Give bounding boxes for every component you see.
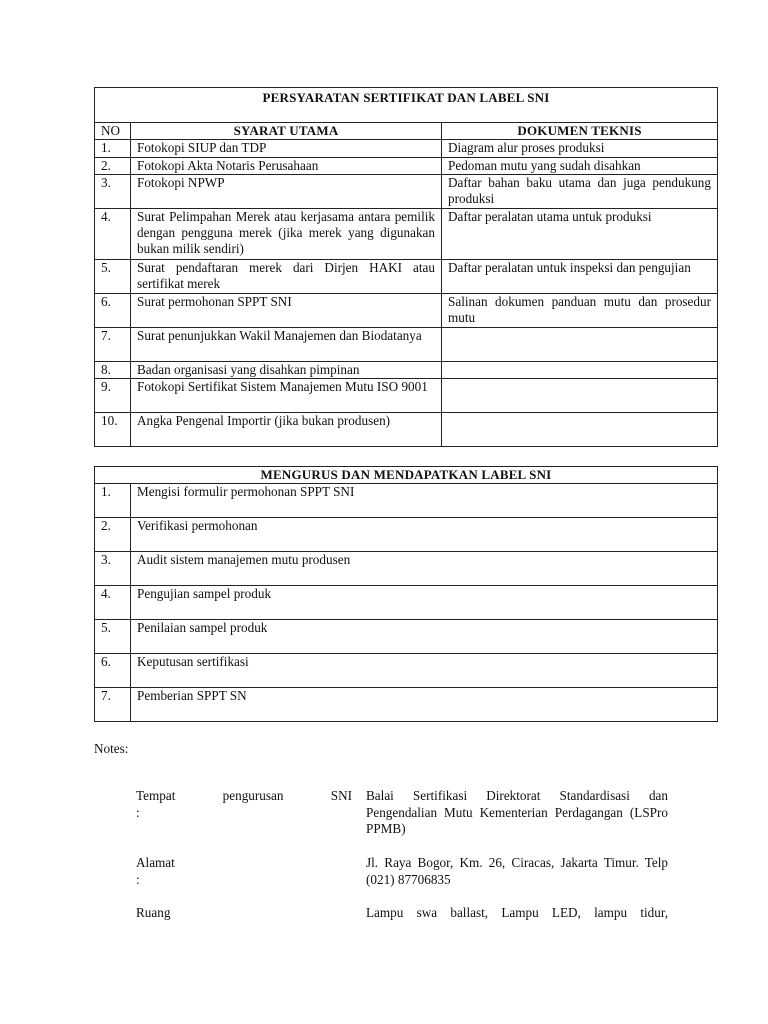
requirements-table-title: PERSYARATAN SERTIFIKAT DAN LABEL SNI <box>95 88 718 123</box>
alamat-key <box>136 855 352 888</box>
row-dokumen <box>442 379 718 413</box>
row-no: 2. <box>95 157 131 174</box>
row-text: Pemberian SPPT SN <box>131 688 718 722</box>
table-row <box>95 140 718 157</box>
table-row <box>95 518 718 552</box>
process-table <box>94 466 718 722</box>
row-no: 8. <box>95 361 131 378</box>
col-header-dokumen: DOKUMEN TEKNIS <box>442 123 718 140</box>
row-dokumen <box>442 413 718 447</box>
row-no: 5. <box>95 259 131 293</box>
requirements-table <box>94 87 718 447</box>
tempat-key-word: Tempat <box>136 788 176 803</box>
row-text: Mengisi formulir permohonan SPPT SNI <box>131 484 718 518</box>
process-table-title: MENGURUS DAN MENDAPATKAN LABEL SNI <box>95 467 718 484</box>
row-no: 1. <box>95 140 131 157</box>
row-syarat: Angka Pengenal Importir (jika bukan produsen) <box>131 413 442 447</box>
row-no: 10. <box>95 413 131 447</box>
table-row <box>95 654 718 688</box>
table-row <box>95 208 718 259</box>
col-header-no: NO <box>95 123 131 140</box>
alamat-key-word: Alamat <box>136 855 175 870</box>
row-syarat: Fotokopi SIUP dan TDP <box>131 140 442 157</box>
table-row <box>95 688 718 722</box>
table-row <box>95 586 718 620</box>
row-no: 7. <box>95 327 131 361</box>
table-row <box>95 327 718 361</box>
table-row <box>95 361 718 378</box>
row-no: 6. <box>95 654 131 688</box>
row-no: 9. <box>95 379 131 413</box>
row-no: 2. <box>95 518 131 552</box>
row-syarat: Surat permohonan SPPT SNI <box>131 293 442 327</box>
row-syarat: Surat pendaftaran merek dari Dirjen HAKI atau sertifikat merek <box>131 259 442 293</box>
row-dokumen: Salinan dokumen panduan mutu dan prosedur mutu <box>442 293 718 327</box>
row-dokumen: Pedoman mutu yang sudah disahkan <box>442 157 718 174</box>
table-row <box>95 157 718 174</box>
row-dokumen: Daftar peralatan untuk inspeksi dan pengujian <box>442 259 718 293</box>
row-dokumen: Daftar peralatan utama untuk produksi <box>442 208 718 259</box>
table-row <box>95 379 718 413</box>
col-header-syarat: SYARAT UTAMA <box>131 123 442 140</box>
alamat-colon: : <box>136 871 140 887</box>
tempat-key-word: pengurusan <box>222 788 284 803</box>
ruang-key: Ruang <box>136 905 171 920</box>
row-text: Penilaian sampel produk <box>131 620 718 654</box>
row-no: 4. <box>95 208 131 259</box>
table-row <box>95 484 718 518</box>
row-no: 3. <box>95 174 131 208</box>
tempat-value: Balai Sertifikasi Direktorat Standardisasi dan Pengendalian Mutu Kementerian Perdagangan (LSPro PPMB) <box>366 788 668 836</box>
table-row <box>95 552 718 586</box>
row-no: 4. <box>95 586 131 620</box>
row-no: 1. <box>95 484 131 518</box>
row-no: 7. <box>95 688 131 722</box>
row-syarat: Fotokopi NPWP <box>131 174 442 208</box>
table-row <box>95 259 718 293</box>
table-row <box>95 413 718 447</box>
tempat-key <box>136 788 352 821</box>
row-syarat: Fotokopi Sertifikat Sistem Manajemen Mutu ISO 9001 <box>131 379 442 413</box>
row-syarat: Badan organisasi yang disahkan pimpinan <box>131 361 442 378</box>
row-syarat: Surat Pelimpahan Merek atau kerjasama antara pemilik dengan pengguna merek (jika merek yang digunakan bukan milik sendiri) <box>131 208 442 259</box>
row-no: 5. <box>95 620 131 654</box>
alamat-value: Jl. Raya Bogor, Km. 26, Ciracas, Jakarta Timur. Telp (021) 87706835 <box>366 855 668 887</box>
row-syarat: Fotokopi Akta Notaris Perusahaan <box>131 157 442 174</box>
row-syarat: Surat penunjukkan Wakil Manajemen dan Biodatanya <box>131 327 442 361</box>
row-no: 3. <box>95 552 131 586</box>
row-text: Audit sistem manajemen mutu produsen <box>131 552 718 586</box>
row-text: Keputusan sertifikasi <box>131 654 718 688</box>
tempat-colon: : <box>136 804 140 820</box>
row-dokumen <box>442 327 718 361</box>
table-row <box>95 620 718 654</box>
row-dokumen: Diagram alur proses produksi <box>442 140 718 157</box>
row-text: Verifikasi permohonan <box>131 518 718 552</box>
row-dokumen <box>442 361 718 378</box>
table-row <box>95 293 718 327</box>
row-dokumen: Daftar bahan baku utama dan juga pendukung produksi <box>442 174 718 208</box>
table-row <box>95 174 718 208</box>
tempat-key-word: SNI <box>330 788 352 803</box>
ruang-value: Lampu swa ballast, Lampu LED, lampu tidur, <box>366 905 668 920</box>
row-text: Pengujian sampel produk <box>131 586 718 620</box>
row-no: 6. <box>95 293 131 327</box>
notes-label: Notes: <box>94 741 129 756</box>
